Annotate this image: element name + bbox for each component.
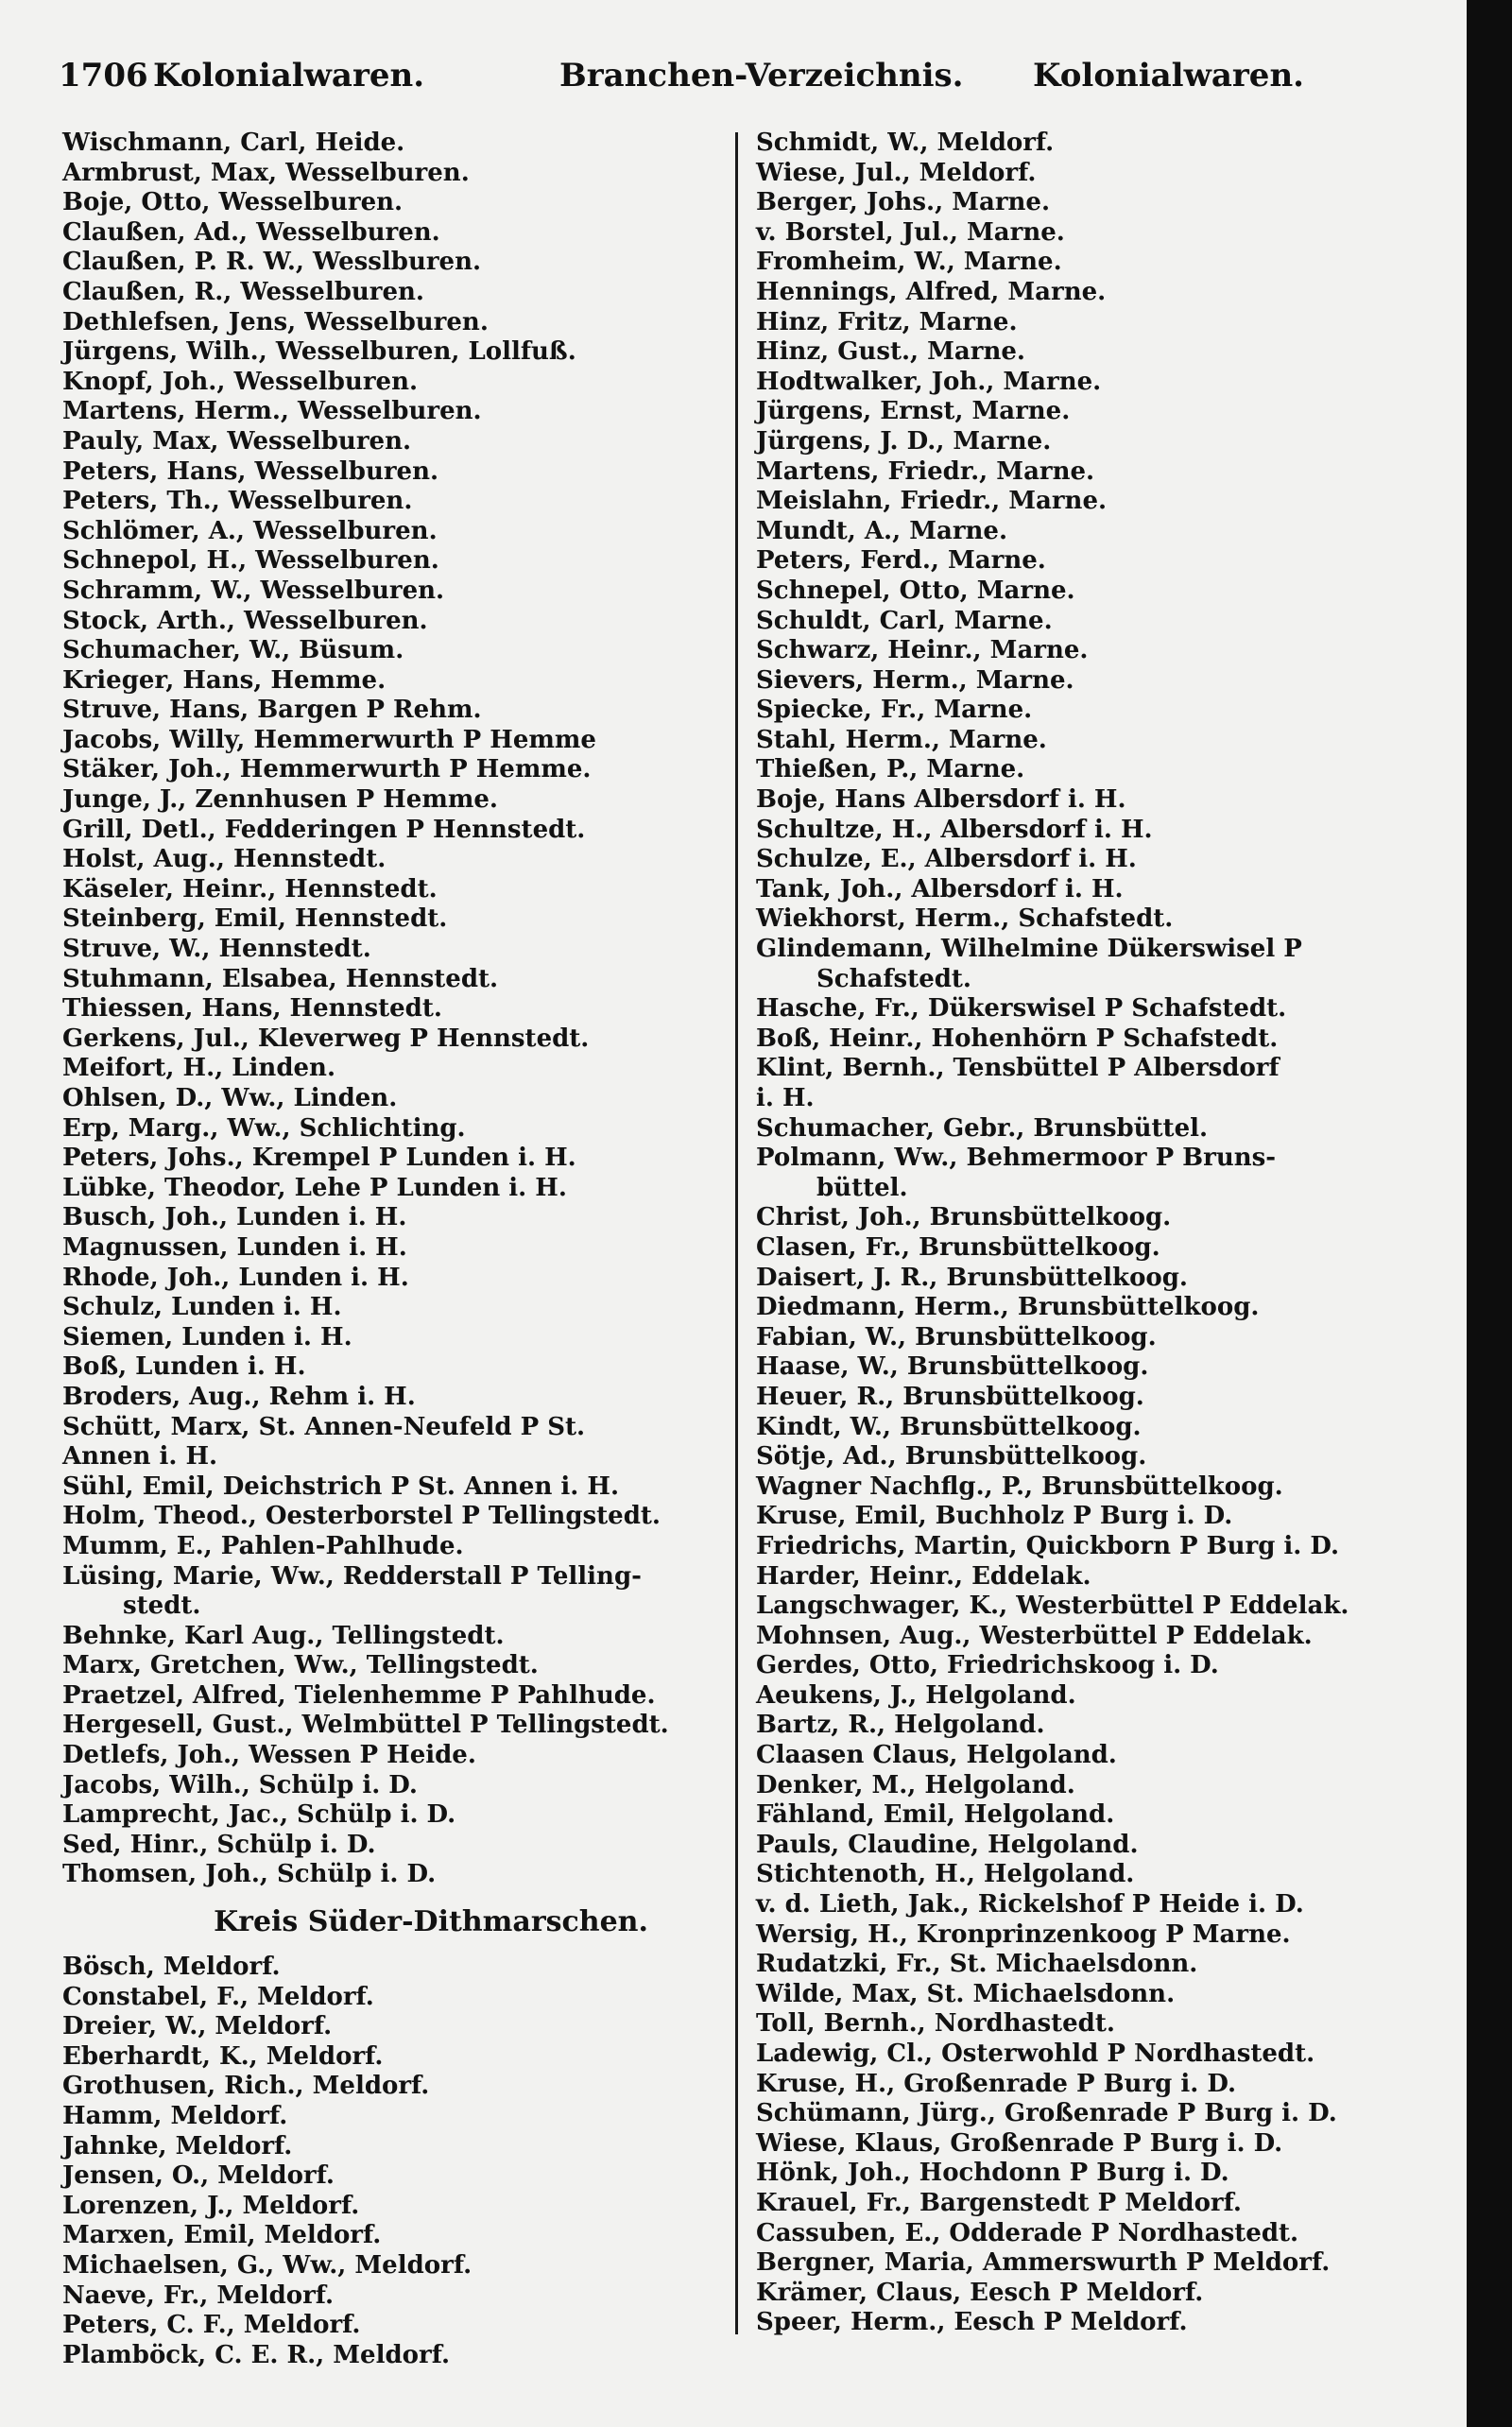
directory-entry: Meislahn, Friedr., Marne. <box>756 487 1108 516</box>
directory-entry: Friedrichs, Martin, Quickborn P Burg i. D. <box>756 1531 1340 1560</box>
directory-entry: Naeve, Fr., Meldorf. <box>62 2281 335 2310</box>
directory-entry: Schnepel, Otto, Marne. <box>756 576 1075 605</box>
header-center-title: Branchen-Verzeichnis. <box>559 57 964 95</box>
right-entries <box>756 129 1418 2338</box>
directory-entry: Polmann, Ww., Behmermoor P Bruns- <box>756 1144 1277 1173</box>
directory-entry: Thomsen, Joh., Schülp i. D. <box>62 1860 437 1889</box>
directory-entry: Schmidt, W., Meldorf. <box>756 129 1055 157</box>
directory-entry: Hergesell, Gust., Welmbüttel P Tellingstedt. <box>62 1711 669 1740</box>
directory-entry: Mohnsen, Aug., Westerbüttel P Eddelak. <box>756 1621 1313 1650</box>
directory-entry: Schwarz, Heinr., Marne. <box>756 636 1089 665</box>
directory-entry: Rudatzki, Fr., St. Michaelsdonn. <box>756 1950 1198 1979</box>
directory-entry: Lorenzen, J., Meldorf. <box>62 2191 360 2220</box>
directory-entry: Mumm, E., Pahlen-Pahlhude. <box>62 1531 464 1560</box>
directory-entry: Hinz, Gust., Marne. <box>756 337 1025 367</box>
directory-entry: Wersig, H., Kronprinzenkoog P Marne. <box>756 1919 1291 1949</box>
left-entries <box>62 129 724 1890</box>
directory-entry: Kruse, H., Großenrade P Burg i. D. <box>756 2069 1237 2098</box>
directory-entry: Langschwager, K., Westerbüttel P Eddelak. <box>756 1592 1349 1621</box>
directory-entry: Krieger, Hans, Hemme. <box>62 665 387 695</box>
directory-entry: Annen i. H. <box>62 1442 218 1472</box>
page-header <box>59 49 1304 106</box>
directory-entry: Dethlefsen, Jens, Wesselburen. <box>62 307 489 336</box>
directory-entry: Schütt, Marx, St. Annen-Neufeld P St. <box>62 1412 586 1441</box>
directory-entry: Praetzel, Alfred, Tielenhemme P Pahlhude. <box>62 1680 656 1710</box>
directory-entry: Klint, Bernh., Tensbüttel P Albersdorf <box>756 1054 1280 1083</box>
directory-entry: v. Borstel, Jul., Marne. <box>756 217 1065 247</box>
directory-entry: Wischmann, Carl, Heide. <box>62 129 405 157</box>
directory-entry: Lübke, Theodor, Lehe P Lunden i. H. <box>62 1173 567 1202</box>
directory-entry: Wagner Nachflg., P., Brunsbüttelkoog. <box>756 1472 1283 1501</box>
directory-entry: Busch, Joh., Lunden i. H. <box>62 1203 407 1232</box>
directory-entry: Jürgens, Ernst, Marne. <box>756 397 1071 426</box>
directory-entry: Clasen, Fr., Brunsbüttelkoog. <box>756 1232 1160 1262</box>
directory-entry: Rhode, Joh., Lunden i. H. <box>62 1263 409 1292</box>
directory-entry: Claußen, Ad., Wesselburen. <box>62 217 440 247</box>
directory-entry: Lamprecht, Jac., Schülp i. D. <box>62 1800 456 1830</box>
directory-entry: Fromheim, W., Marne. <box>756 248 1062 277</box>
directory-entry: Martens, Friedr., Marne. <box>756 456 1095 486</box>
directory-entry: Gerkens, Jul., Kleverweg P Hennstedt. <box>62 1024 590 1053</box>
directory-entry: Schulz, Lunden i. H. <box>62 1293 342 1322</box>
directory-entry: Jensen, O., Meldorf. <box>62 2161 335 2191</box>
directory-entry: Wilde, Max, St. Michaelsdonn. <box>756 1979 1176 2008</box>
directory-entry: Cassuben, E., Odderade P Nordhastedt. <box>756 2218 1299 2247</box>
directory-entry: Schulze, E., Albersdorf i. H. <box>756 845 1137 874</box>
directory-entry: Boß, Heinr., Hohenhörn P Schafstedt. <box>756 1024 1279 1053</box>
directory-entry: Stock, Arth., Wesselburen. <box>62 606 428 635</box>
directory-entry: Jürgens, Wilh., Wesselburen, Lollfuß. <box>62 337 576 367</box>
directory-entry: Schlömer, A., Wesselburen. <box>62 516 438 545</box>
directory-entry: Peters, Hans, Wesselburen. <box>62 456 439 486</box>
directory-entry: Harder, Heinr., Eddelak. <box>756 1561 1091 1591</box>
directory-entry: Pauls, Claudine, Helgoland. <box>756 1830 1139 1859</box>
directory-entry: Thießen, P., Marne. <box>756 755 1025 784</box>
directory-entry: Sötje, Ad., Brunsbüttelkoog. <box>756 1442 1147 1472</box>
directory-entry: Stuhmann, Elsabea, Hennstedt. <box>62 964 499 993</box>
header-right-title: Kolonialwaren. <box>1032 57 1304 95</box>
directory-entry: Schafstedt. <box>816 964 971 993</box>
directory-entry: Schnepol, H., Wesselburen. <box>62 546 439 576</box>
directory-entry: Daisert, J. R., Brunsbüttelkoog. <box>756 1263 1188 1292</box>
directory-entry: Mundt, A., Marne. <box>756 516 1008 545</box>
directory-entry: Boß, Lunden i. H. <box>62 1352 306 1382</box>
directory-entry: Schramm, W., Wesselburen. <box>62 576 445 605</box>
directory-entry: Käseler, Heinr., Hennstedt. <box>62 874 438 904</box>
directory-entry: Siemen, Lunden i. H. <box>62 1322 352 1351</box>
directory-entry: Knopf, Joh., Wesselburen. <box>62 367 419 396</box>
directory-entry: Meifort, H., Linden. <box>62 1054 335 1083</box>
directory-entry: Bergner, Maria, Ammerswurth P Meldorf. <box>756 2248 1331 2278</box>
directory-entry: Schumacher, Gebr., Brunsbüttel. <box>756 1113 1209 1143</box>
directory-entry: Hamm, Meldorf. <box>62 2102 288 2130</box>
directory-entry: Hasche, Fr., Dükerswisel P Schafstedt. <box>756 994 1287 1024</box>
directory-entry: Holm, Theod., Oesterborstel P Tellingstedt. <box>62 1502 661 1531</box>
left-section-entries <box>62 1953 724 2370</box>
directory-entry: Glindemann, Wilhelmine Dükerswisel P <box>756 935 1302 964</box>
directory-entry: Gerdes, Otto, Friedrichskoog i. D. <box>756 1651 1219 1680</box>
right-column <box>756 129 1418 2338</box>
directory-entry: Jahnke, Meldorf. <box>62 2131 293 2160</box>
directory-entry: stedt. <box>123 1592 201 1621</box>
directory-entry: Jürgens, J. D., Marne. <box>756 426 1052 456</box>
directory-entry: Krämer, Claus, Eesch P Meldorf. <box>756 2278 1204 2307</box>
directory-entry: Kruse, Emil, Buchholz P Burg i. D. <box>756 1502 1233 1531</box>
directory-entry: Sed, Hinr., Schülp i. D. <box>62 1830 376 1859</box>
directory-entry: Spiecke, Fr., Marne. <box>756 696 1033 725</box>
page-number: 1706 <box>59 57 148 95</box>
directory-entry: Claasen Claus, Helgoland. <box>756 1741 1117 1770</box>
directory-entry: Marxen, Emil, Meldorf. <box>62 2221 382 2250</box>
directory-entry: Struve, Hans, Bargen P Rehm. <box>62 696 482 725</box>
directory-entry: Peters, C. F., Meldorf. <box>62 2311 361 2340</box>
directory-entry: Peters, Johs., Krempel P Lunden i. H. <box>62 1144 576 1173</box>
directory-entry: Bösch, Meldorf. <box>62 1953 281 1982</box>
directory-entry: v. d. Lieth, Jak., Rickelshof P Heide i. D. <box>756 1890 1304 1919</box>
column-divider <box>735 132 738 2334</box>
directory-entry: Ladewig, Cl., Osterwohld P Nordhastedt. <box>756 2040 1315 2068</box>
directory-entry: Heuer, R., Brunsbüttelkoog. <box>756 1382 1144 1411</box>
directory-entry: Peters, Th., Wesselburen. <box>62 487 413 516</box>
directory-entry: Tank, Joh., Albersdorf i. H. <box>756 874 1124 904</box>
directory-entry: Bartz, R., Helgoland. <box>756 1711 1045 1740</box>
directory-entry: Wiekhorst, Herm., Schafstedt. <box>756 904 1174 934</box>
directory-entry: Fähland, Emil, Helgoland. <box>756 1800 1115 1830</box>
directory-entry: Pauly, Max, Wesselburen. <box>62 426 412 456</box>
header-left-title: Kolonialwaren. <box>153 57 425 95</box>
directory-entry: Schumacher, W., Büsum. <box>62 636 404 665</box>
directory-entry: Berger, Johs., Marne. <box>756 188 1051 217</box>
directory-entry: Eberhardt, K., Meldorf. <box>62 2041 384 2071</box>
directory-entry: Armbrust, Max, Wesselburen. <box>62 158 470 187</box>
directory-entry: Kindt, W., Brunsbüttelkoog. <box>756 1412 1142 1441</box>
directory-entry: Hennings, Alfred, Marne. <box>756 277 1107 306</box>
directory-entry: Wiese, Klaus, Großenrade P Burg i. D. <box>756 2128 1283 2158</box>
directory-entry: Boje, Otto, Wesselburen. <box>62 188 404 217</box>
directory-entry: Grothusen, Rich., Meldorf. <box>62 2072 430 2101</box>
directory-entry: Erp, Marg., Ww., Schlichting. <box>62 1113 466 1143</box>
directory-entry: Hönk, Joh., Hochdonn P Burg i. D. <box>756 2159 1229 2188</box>
directory-entry: Struve, W., Hennstedt. <box>62 935 371 964</box>
directory-entry: Schultze, H., Albersdorf i. H. <box>756 815 1153 844</box>
directory-entry: Thiessen, Hans, Hennstedt. <box>62 994 442 1024</box>
directory-entry: Martens, Herm., Wesselburen. <box>62 397 482 426</box>
directory-entry: Broders, Aug., Rehm i. H. <box>62 1382 416 1411</box>
directory-entry: Holst, Aug., Hennstedt. <box>62 845 387 874</box>
directory-entry: Schümann, Jürg., Großenrade P Burg i. D. <box>756 2099 1337 2128</box>
directory-entry: Diedmann, Herm., Brunsbüttelkoog. <box>756 1293 1260 1322</box>
directory-entry: Constabel, F., Meldorf. <box>62 1982 374 2011</box>
directory-entry: Speer, Herm., Eesch P Meldorf. <box>756 2308 1188 2337</box>
directory-entry: Dreier, W., Meldorf. <box>62 2012 333 2041</box>
directory-entry: Grill, Detl., Fedderingen P Hennstedt. <box>62 815 586 844</box>
directory-entry: Plamböck, C. E. R., Meldorf. <box>62 2340 451 2369</box>
directory-entry: Jacobs, Willy, Hemmerwurth P Hemme <box>62 725 596 754</box>
directory-entry: Krauel, Fr., Bargenstedt P Meldorf. <box>756 2188 1242 2217</box>
directory-entry: Haase, W., Brunsbüttelkoog. <box>756 1352 1149 1382</box>
directory-entry: Sühl, Emil, Deichstrich P St. Annen i. H. <box>62 1472 620 1501</box>
directory-entry: Hinz, Fritz, Marne. <box>756 307 1018 336</box>
directory-entry: Junge, J., Zennhusen P Hemme. <box>62 785 498 815</box>
directory-entry: i. H. <box>756 1084 815 1112</box>
directory-entry: Stäker, Joh., Hemmerwurth P Hemme. <box>62 755 592 784</box>
directory-entry: Lüsing, Marie, Ww., Redderstall P Telling- <box>62 1561 642 1591</box>
directory-entry: Claußen, R., Wesselburen. <box>62 277 424 306</box>
directory-entry: Jacobs, Wilh., Schülp i. D. <box>62 1770 418 1799</box>
directory-entry: Wiese, Jul., Meldorf. <box>756 158 1037 187</box>
directory-entry: büttel. <box>816 1173 908 1202</box>
directory-entry: Schuldt, Carl, Marne. <box>756 606 1053 635</box>
directory-entry: Peters, Ferd., Marne. <box>756 546 1046 576</box>
directory-entry: Fabian, W., Brunsbüttelkoog. <box>756 1322 1157 1351</box>
directory-entry: Marx, Gretchen, Ww., Tellingstedt. <box>62 1651 539 1680</box>
directory-entry: Sievers, Herm., Marne. <box>756 665 1074 695</box>
directory-entry: Aeukens, J., Helgoland. <box>756 1680 1076 1710</box>
directory-entry: Stichtenoth, H., Helgoland. <box>756 1860 1135 1889</box>
directory-entry: Christ, Joh., Brunsbüttelkoog. <box>756 1203 1172 1232</box>
scan-edge <box>1467 0 1512 2427</box>
directory-entry: Steinberg, Emil, Hennstedt. <box>62 904 448 934</box>
directory-entry: Denker, M., Helgoland. <box>756 1770 1075 1799</box>
directory-entry: Detlefs, Joh., Wessen P Heide. <box>62 1741 476 1770</box>
directory-entry: Stahl, Herm., Marne. <box>756 725 1047 754</box>
directory-entry: Hodtwalker, Joh., Marne. <box>756 367 1102 396</box>
directory-entry: Behnke, Karl Aug., Tellingstedt. <box>62 1621 505 1650</box>
directory-entry: Ohlsen, D., Ww., Linden. <box>62 1084 398 1112</box>
directory-entry: Michaelsen, G., Ww., Meldorf. <box>62 2250 472 2280</box>
directory-entry: Claußen, P. R. W., Wesslburen. <box>62 248 482 277</box>
directory-entry: Boje, Hans Albersdorf i. H. <box>756 785 1126 815</box>
directory-entry: Toll, Bernh., Nordhastedt. <box>756 2009 1115 2039</box>
section-title: Kreis Süder-Dithmarschen. <box>214 1905 648 1939</box>
left-column <box>62 129 724 2370</box>
directory-entry: Magnussen, Lunden i. H. <box>62 1232 407 1262</box>
